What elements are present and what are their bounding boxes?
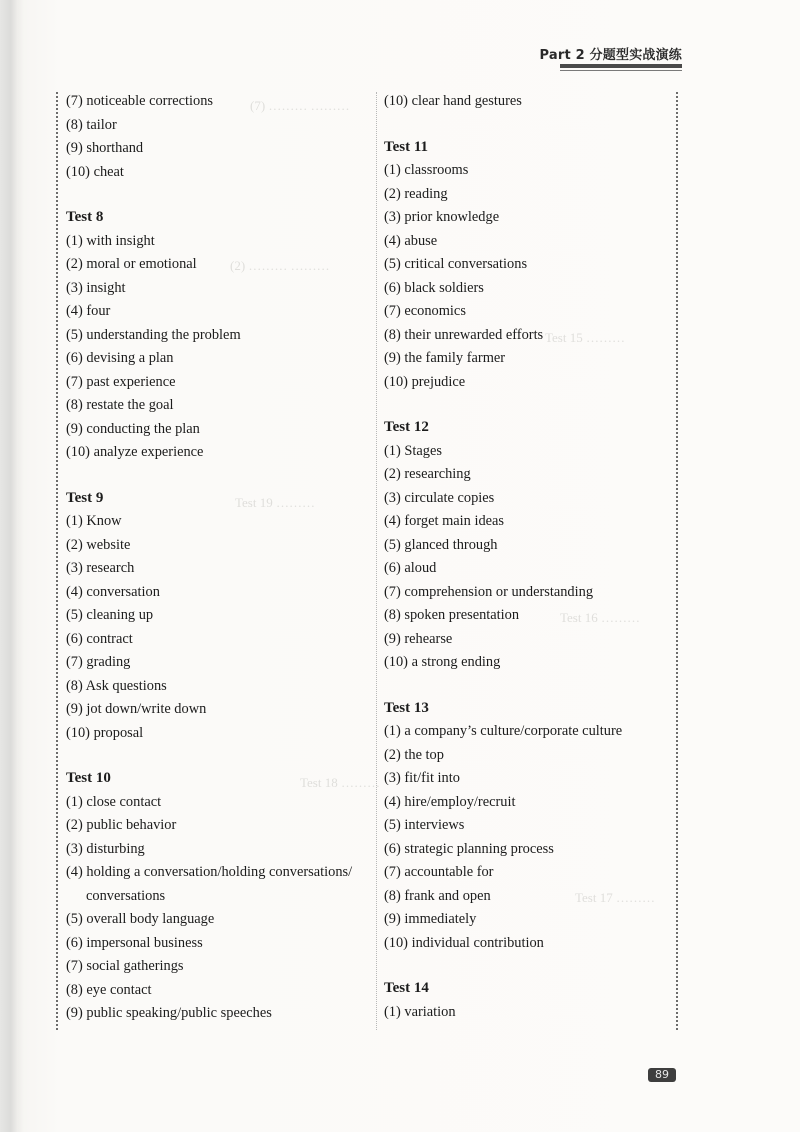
answer-item: (10) a strong ending <box>384 654 501 670</box>
test10-continuation <box>384 90 674 114</box>
answer-item: (7) grading <box>66 654 131 670</box>
answer-item: (2) the top <box>384 746 444 763</box>
answer-item: (7) economics <box>384 303 466 319</box>
answer-item: (6) contract <box>66 630 133 647</box>
test13-block <box>384 697 674 956</box>
answer-item: (1) variation <box>384 1003 456 1020</box>
answer-item: (6) devising a plan <box>66 350 174 366</box>
page-number: 89 <box>648 1068 676 1082</box>
answer-item: (5) overall body language <box>66 911 215 927</box>
answer-item: (5) critical conversations <box>384 256 528 272</box>
answer-item: (9) the family farmer <box>384 350 506 366</box>
test-heading: Test 11 <box>384 138 429 155</box>
answer-item: (4) abuse <box>384 232 438 249</box>
answer-item: (1) with insight <box>66 232 155 249</box>
answer-item: (2) reading <box>384 185 448 202</box>
show-through-text: Test 18 ……… <box>300 775 380 790</box>
right-answer-column <box>384 90 674 1024</box>
answer-item: (5) cleaning up <box>66 607 154 623</box>
answer-item: (1) a company’s culture/corporate culture <box>384 723 623 739</box>
answer-item: (9) conducting the plan <box>66 420 200 437</box>
answer-item: (9) rehearse <box>384 630 453 647</box>
left-dotted-border <box>56 92 58 1030</box>
answer-item: (3) fit/fit into <box>384 770 460 786</box>
answer-item: (3) prior knowledge <box>384 209 500 225</box>
test-heading: Test 12 <box>384 419 429 435</box>
answer-item: (9) shorthand <box>66 140 144 156</box>
answer-item: (7) comprehension or understanding <box>384 583 594 600</box>
test-heading: Test 10 <box>66 770 111 786</box>
test7-continuation <box>66 90 366 184</box>
show-through-text: Test 19 ……… <box>235 495 315 510</box>
test8-block <box>66 206 366 465</box>
header-rule <box>560 64 682 68</box>
answer-item: (2) moral or emotional <box>66 256 197 272</box>
answer-item: (8) restate the goal <box>66 397 174 413</box>
answer-item: (1) close contact <box>66 793 162 810</box>
answer-item: (3) circulate copies <box>384 489 495 506</box>
answer-item: (6) aloud <box>384 560 437 576</box>
answer-item: (8) eye contact <box>66 981 152 998</box>
answer-item: (6) impersonal business <box>66 934 203 951</box>
answer-item: (6) strategic planning process <box>384 840 554 857</box>
answer-item: (9) public speaking/public speeches <box>66 1005 272 1021</box>
show-through-text: Test 17 ……… <box>575 890 655 905</box>
test-heading: Test 8 <box>66 209 104 225</box>
answer-item: (1) Stages <box>384 442 442 459</box>
answer-item: (1) classrooms <box>384 162 469 178</box>
answer-item: (9) jot down/write down <box>66 701 207 717</box>
show-through-text: Test 16 ……… <box>560 610 640 625</box>
answer-item: (8) Ask questions <box>66 677 167 694</box>
answer-item: (5) glanced through <box>384 536 498 553</box>
test-heading: Test 9 <box>66 489 104 506</box>
answer-item: (5) interviews <box>384 817 465 833</box>
page-spine-shadow <box>0 0 18 1132</box>
test12-block <box>384 416 674 675</box>
answer-item: (10) individual contribution <box>384 934 544 951</box>
answer-item: (7) noticeable corrections <box>66 93 214 109</box>
answer-item: (4) hire/employ/recruit <box>384 793 516 810</box>
test-heading: Test 14 <box>384 980 429 996</box>
header-rule-thin <box>560 70 682 71</box>
answer-item: (6) black soldiers <box>384 279 484 296</box>
answer-item: (10) proposal <box>66 724 144 741</box>
answer-item: (10) clear hand gestures <box>384 93 522 109</box>
answer-item: (7) social gatherings <box>66 958 184 974</box>
answer-item: (2) public behavior <box>66 817 177 833</box>
answer-item: (8) frank and open <box>384 887 491 904</box>
test10-block <box>66 767 366 1026</box>
answer-item: (2) website <box>66 536 131 553</box>
answer-item: (10) cheat <box>66 163 124 180</box>
test9-block <box>66 487 366 746</box>
answer-item: (10) prejudice <box>384 373 466 390</box>
answer-item: (4) holding a conversation/holding conversations/ conversations <box>66 864 353 904</box>
test14-block <box>384 977 674 1024</box>
answer-item: (4) forget main ideas <box>384 513 505 529</box>
answer-item: (9) immediately <box>384 911 477 927</box>
answer-item: (7) past experience <box>66 373 176 390</box>
answer-item: (4) conversation <box>66 583 160 600</box>
answer-item: (2) researching <box>384 466 471 482</box>
show-through-text: (2) ……… ……… <box>230 258 330 273</box>
left-answer-column <box>66 90 366 1026</box>
answer-item: (3) disturbing <box>66 840 145 857</box>
test11-block <box>384 136 674 395</box>
test-heading: Test 13 <box>384 699 429 716</box>
answer-item: (8) tailor <box>66 116 117 133</box>
answer-item: (10) analyze experience <box>66 444 204 460</box>
answer-item: (7) accountable for <box>384 864 494 880</box>
answer-item: (1) Know <box>66 513 122 529</box>
answer-item: (3) insight <box>66 279 126 296</box>
running-header: Part 2 分题型实战演练 <box>539 48 682 63</box>
answer-item: (8) spoken presentation <box>384 607 520 623</box>
answer-item: (5) understanding the problem <box>66 326 241 343</box>
answer-item: (4) four <box>66 303 111 319</box>
show-through-text: (7) ……… ……… <box>250 98 350 113</box>
show-through-text: Test 15 ……… <box>545 330 625 345</box>
answer-item: (8) their unrewarded efforts <box>384 326 544 343</box>
right-dotted-border <box>676 92 678 1030</box>
column-divider <box>376 92 377 1030</box>
answer-item: (3) research <box>66 560 135 576</box>
